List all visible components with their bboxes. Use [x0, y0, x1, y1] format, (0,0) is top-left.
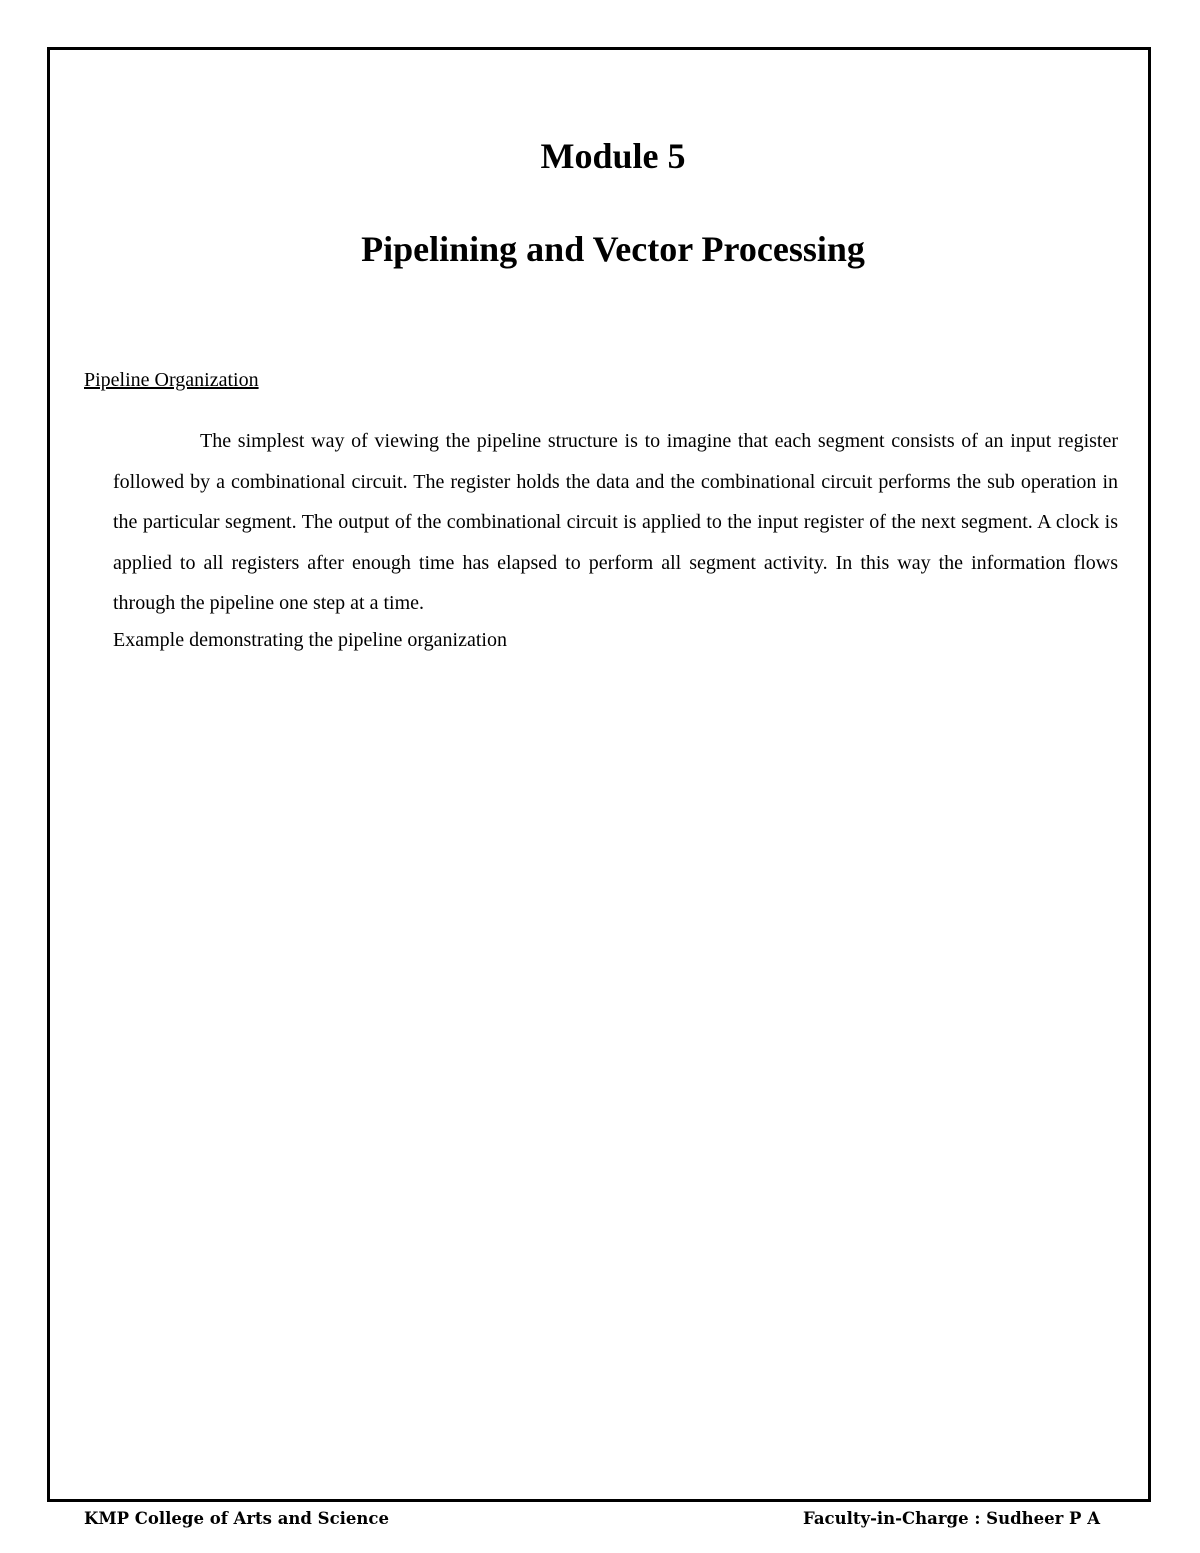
body-paragraph: The simplest way of viewing the pipeline structure is to imagine that each segment consists of an input register followed by a combinational circuit. The register holds the data and the combinational circuit performs the sub operation in the particular segment. The output of the combinational circuit is applied to the input register of the next segment. A clock is applied to all registers after enough time has elapsed to perform all segment activity. In this way the information flows through the pipeline one step at a time.: [113, 430, 1118, 614]
footer-institution: KMP College of Arts and Science: [84, 1509, 389, 1528]
module-title: Module 5: [540, 136, 686, 176]
footer-faculty: Faculty-in-Charge : Sudheer P A: [803, 1509, 1100, 1528]
example-caption: Example demonstrating the pipeline organization: [113, 629, 507, 651]
section-heading: Pipeline Organization: [84, 369, 259, 391]
page-title: Pipelining and Vector Processing: [361, 229, 865, 269]
